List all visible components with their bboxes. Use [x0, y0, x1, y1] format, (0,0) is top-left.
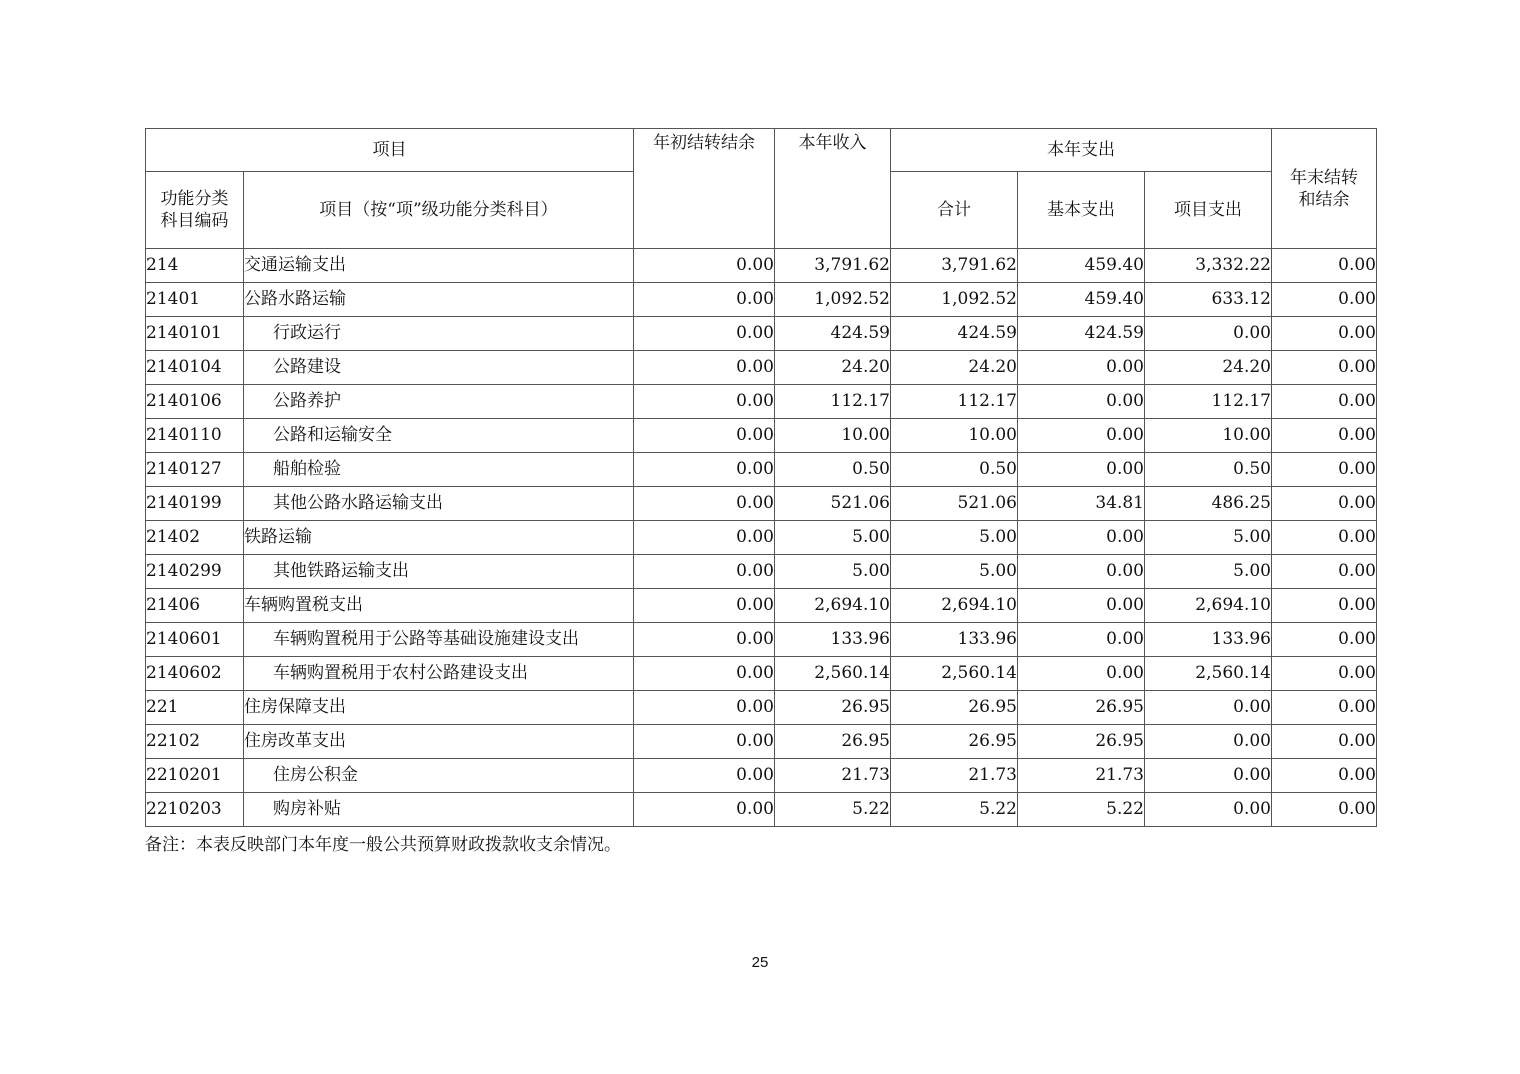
cell-project: 24.20 [1145, 351, 1272, 385]
budget-table [145, 128, 1377, 827]
table-row [146, 487, 1377, 521]
table-row [146, 759, 1377, 793]
cell-project: 0.00 [1145, 317, 1272, 351]
table-row [146, 283, 1377, 317]
cell-basic: 0.00 [1018, 589, 1145, 623]
cell-total: 26.95 [891, 691, 1018, 725]
cell-project: 0.00 [1145, 759, 1272, 793]
cell-basic: 34.81 [1018, 487, 1145, 521]
cell-basic: 26.95 [1018, 691, 1145, 725]
cell-income: 26.95 [775, 725, 891, 759]
cell-total: 2,694.10 [891, 589, 1018, 623]
table-row [146, 453, 1377, 487]
cell-code: 221 [146, 691, 244, 725]
page-number: 25 [751, 954, 769, 971]
cell-closing: 0.00 [1272, 521, 1377, 555]
cell-name: 公路建设 [244, 351, 634, 385]
cell-project: 3,332.22 [1145, 249, 1272, 283]
table-note: 备注：本表反映部门本年度一般公共预算财政拨款收支余情况。 [145, 835, 621, 855]
cell-project: 5.00 [1145, 521, 1272, 555]
cell-total: 3,791.62 [891, 249, 1018, 283]
table-row [146, 317, 1377, 351]
cell-opening: 0.00 [634, 623, 775, 657]
cell-total: 10.00 [891, 419, 1018, 453]
cell-basic: 21.73 [1018, 759, 1145, 793]
cell-basic: 0.00 [1018, 555, 1145, 589]
cell-closing: 0.00 [1272, 283, 1377, 317]
cell-code: 22102 [146, 725, 244, 759]
cell-income: 5.00 [775, 521, 891, 555]
header-code-text: 功能分类科目编码 [160, 189, 229, 231]
cell-basic: 459.40 [1018, 249, 1145, 283]
cell-code: 2210203 [146, 793, 244, 827]
cell-closing: 0.00 [1272, 249, 1377, 283]
cell-project: 0.00 [1145, 793, 1272, 827]
cell-code: 214 [146, 249, 244, 283]
cell-total: 521.06 [891, 487, 1018, 521]
table-row [146, 793, 1377, 827]
cell-name: 车辆购置税支出 [244, 589, 634, 623]
cell-opening: 0.00 [634, 555, 775, 589]
cell-income: 112.17 [775, 385, 891, 419]
cell-name: 购房补贴 [244, 793, 634, 827]
cell-name: 住房公积金 [244, 759, 634, 793]
cell-total: 1,092.52 [891, 283, 1018, 317]
cell-opening: 0.00 [634, 283, 775, 317]
cell-opening: 0.00 [634, 385, 775, 419]
cell-income: 5.00 [775, 555, 891, 589]
cell-income: 24.20 [775, 351, 891, 385]
cell-income: 10.00 [775, 419, 891, 453]
table-row [146, 623, 1377, 657]
cell-basic: 0.00 [1018, 419, 1145, 453]
cell-closing: 0.00 [1272, 691, 1377, 725]
cell-basic: 0.00 [1018, 657, 1145, 691]
cell-income: 2,560.14 [775, 657, 891, 691]
cell-name: 公路水路运输 [244, 283, 634, 317]
cell-code: 2140602 [146, 657, 244, 691]
header-project: 项目支出 [1145, 172, 1272, 249]
cell-code: 2210201 [146, 759, 244, 793]
cell-name: 船舶检验 [244, 453, 634, 487]
cell-closing: 0.00 [1272, 759, 1377, 793]
cell-opening: 0.00 [634, 521, 775, 555]
header-income: 本年收入 [775, 129, 891, 249]
cell-opening: 0.00 [634, 725, 775, 759]
cell-code: 2140601 [146, 623, 244, 657]
cell-income: 21.73 [775, 759, 891, 793]
cell-opening: 0.00 [634, 453, 775, 487]
cell-code: 2140199 [146, 487, 244, 521]
cell-income: 424.59 [775, 317, 891, 351]
cell-closing: 0.00 [1272, 487, 1377, 521]
cell-name: 铁路运输 [244, 521, 634, 555]
cell-name: 车辆购置税用于农村公路建设支出 [244, 657, 634, 691]
cell-code: 2140104 [146, 351, 244, 385]
cell-total: 21.73 [891, 759, 1018, 793]
cell-project: 0.00 [1145, 725, 1272, 759]
cell-closing: 0.00 [1272, 657, 1377, 691]
cell-opening: 0.00 [634, 487, 775, 521]
table-row [146, 249, 1377, 283]
cell-code: 2140106 [146, 385, 244, 419]
cell-code: 21402 [146, 521, 244, 555]
cell-opening: 0.00 [634, 793, 775, 827]
cell-project: 133.96 [1145, 623, 1272, 657]
cell-name: 交通运输支出 [244, 249, 634, 283]
cell-income: 5.22 [775, 793, 891, 827]
cell-name: 公路和运输安全 [244, 419, 634, 453]
cell-basic: 424.59 [1018, 317, 1145, 351]
cell-total: 5.00 [891, 521, 1018, 555]
table-row [146, 555, 1377, 589]
cell-opening: 0.00 [634, 249, 775, 283]
cell-income: 1,092.52 [775, 283, 891, 317]
cell-name: 住房改革支出 [244, 725, 634, 759]
cell-name: 公路养护 [244, 385, 634, 419]
cell-opening: 0.00 [634, 759, 775, 793]
header-opening-balance: 年初结转结余 [634, 129, 775, 249]
cell-opening: 0.00 [634, 657, 775, 691]
cell-project: 10.00 [1145, 419, 1272, 453]
cell-closing: 0.00 [1272, 385, 1377, 419]
cell-income: 2,694.10 [775, 589, 891, 623]
cell-code: 21406 [146, 589, 244, 623]
cell-total: 133.96 [891, 623, 1018, 657]
cell-total: 2,560.14 [891, 657, 1018, 691]
table-row [146, 589, 1377, 623]
cell-total: 26.95 [891, 725, 1018, 759]
cell-code: 2140101 [146, 317, 244, 351]
cell-income: 133.96 [775, 623, 891, 657]
header-name: 项目（按“项”级功能分类科目） [244, 172, 634, 249]
cell-closing: 0.00 [1272, 317, 1377, 351]
cell-basic: 0.00 [1018, 351, 1145, 385]
table-row [146, 385, 1377, 419]
cell-basic: 0.00 [1018, 385, 1145, 419]
cell-code: 2140110 [146, 419, 244, 453]
cell-project: 5.00 [1145, 555, 1272, 589]
table-row [146, 725, 1377, 759]
cell-opening: 0.00 [634, 691, 775, 725]
cell-opening: 0.00 [634, 351, 775, 385]
cell-code: 21401 [146, 283, 244, 317]
cell-project: 112.17 [1145, 385, 1272, 419]
cell-name: 其他公路水路运输支出 [244, 487, 634, 521]
cell-project: 486.25 [1145, 487, 1272, 521]
cell-project: 0.00 [1145, 691, 1272, 725]
cell-total: 5.00 [891, 555, 1018, 589]
cell-basic: 0.00 [1018, 521, 1145, 555]
cell-basic: 459.40 [1018, 283, 1145, 317]
cell-total: 5.22 [891, 793, 1018, 827]
cell-total: 24.20 [891, 351, 1018, 385]
cell-name: 行政运行 [244, 317, 634, 351]
cell-opening: 0.00 [634, 419, 775, 453]
cell-project: 633.12 [1145, 283, 1272, 317]
cell-code: 2140299 [146, 555, 244, 589]
header-basic: 基本支出 [1018, 172, 1145, 249]
header-closing-balance-text: 年末结转和结余 [1290, 167, 1358, 210]
cell-total: 424.59 [891, 317, 1018, 351]
cell-project: 0.50 [1145, 453, 1272, 487]
cell-closing: 0.00 [1272, 453, 1377, 487]
cell-name: 车辆购置税用于公路等基础设施建设支出 [244, 623, 634, 657]
table-row [146, 691, 1377, 725]
cell-closing: 0.00 [1272, 351, 1377, 385]
table-row [146, 657, 1377, 691]
cell-basic: 0.00 [1018, 623, 1145, 657]
cell-basic: 5.22 [1018, 793, 1145, 827]
table-row [146, 351, 1377, 385]
cell-income: 26.95 [775, 691, 891, 725]
cell-total: 0.50 [891, 453, 1018, 487]
cell-basic: 0.00 [1018, 453, 1145, 487]
cell-code: 2140127 [146, 453, 244, 487]
cell-income: 521.06 [775, 487, 891, 521]
cell-opening: 0.00 [634, 589, 775, 623]
cell-name: 其他铁路运输支出 [244, 555, 634, 589]
table-row [146, 521, 1377, 555]
header-project-group: 项目 [146, 129, 634, 172]
header-code [146, 172, 244, 249]
cell-closing: 0.00 [1272, 589, 1377, 623]
header-closing-balance [1272, 129, 1377, 249]
cell-project: 2,560.14 [1145, 657, 1272, 691]
cell-closing: 0.00 [1272, 725, 1377, 759]
cell-closing: 0.00 [1272, 555, 1377, 589]
header-total: 合计 [891, 172, 1018, 249]
cell-income: 0.50 [775, 453, 891, 487]
table-row [146, 419, 1377, 453]
cell-basic: 26.95 [1018, 725, 1145, 759]
header-expenditure-group: 本年支出 [891, 129, 1272, 172]
cell-total: 112.17 [891, 385, 1018, 419]
cell-closing: 0.00 [1272, 623, 1377, 657]
cell-income: 3,791.62 [775, 249, 891, 283]
cell-name: 住房保障支出 [244, 691, 634, 725]
cell-opening: 0.00 [634, 317, 775, 351]
cell-closing: 0.00 [1272, 419, 1377, 453]
cell-project: 2,694.10 [1145, 589, 1272, 623]
cell-closing: 0.00 [1272, 793, 1377, 827]
